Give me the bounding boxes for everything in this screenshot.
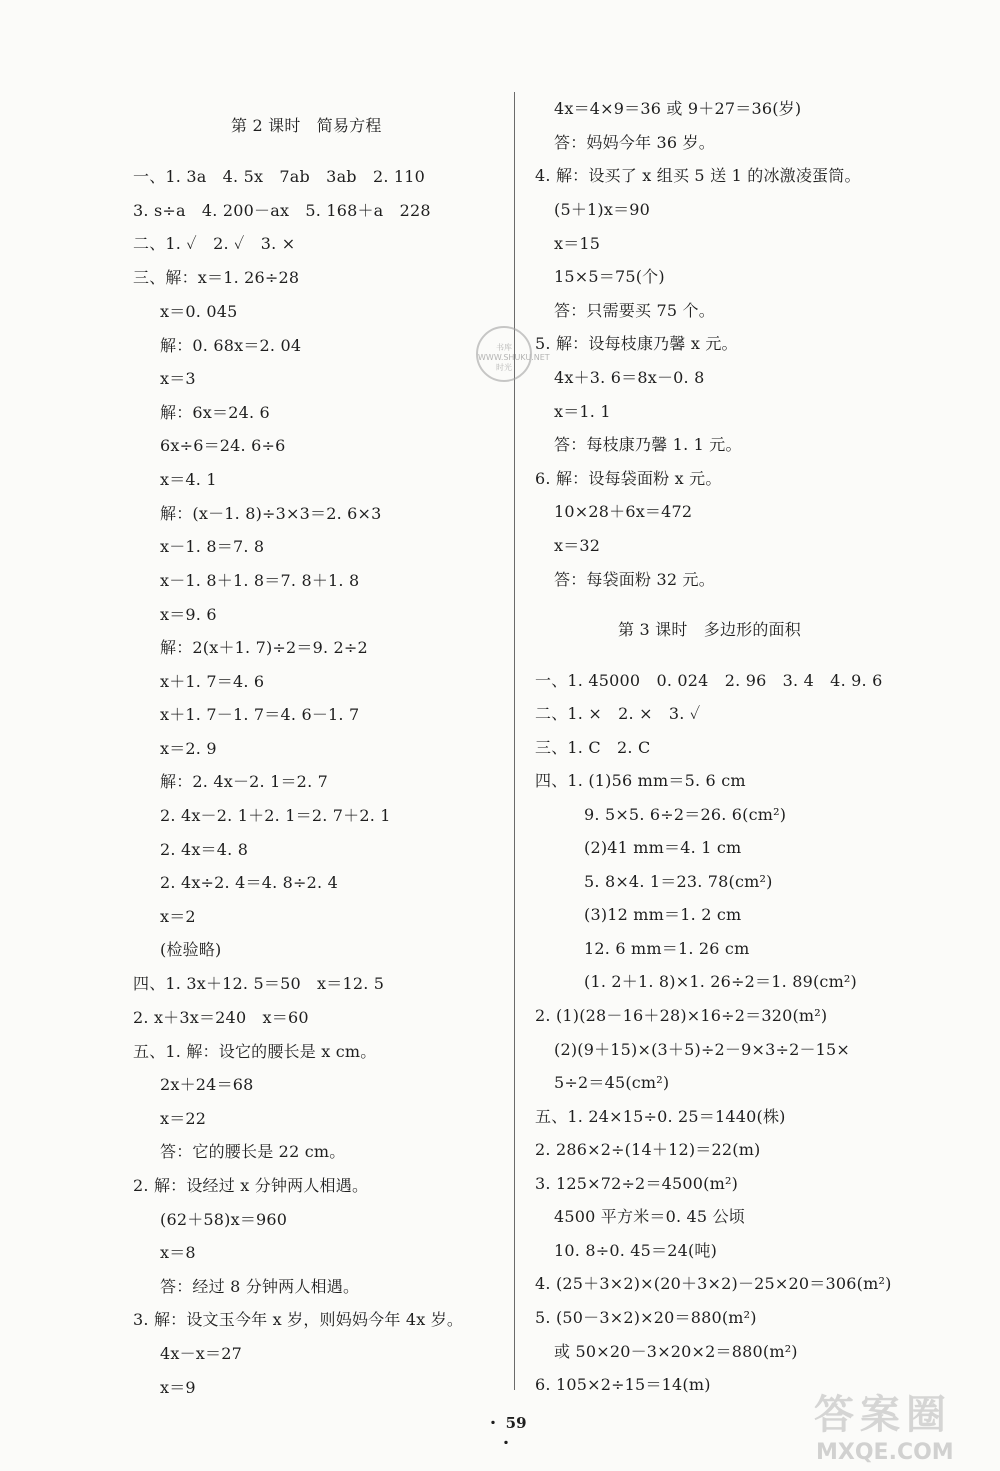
answer-line: x＝32: [554, 536, 601, 555]
answer-line: 解：2(x＋1. 7)÷2＝9. 2÷2: [160, 638, 368, 657]
answer-line: x＝2: [160, 907, 196, 926]
answer-line: 6. 105×2÷15＝14(m): [535, 1375, 711, 1394]
answer-line: 3. 125×72÷2＝4500(m²): [535, 1174, 739, 1193]
answer-line: 4. (25＋3×2)×(20＋3×2)－25×20＝306(m²): [535, 1274, 892, 1293]
answer-line: 10×28＋6x＝472: [554, 502, 693, 521]
answer-line: 解：2. 4x－2. 1＝2. 7: [160, 772, 329, 791]
answer-line: 5. (50－3×2)×20＝880(m²): [535, 1308, 757, 1327]
answer-line: x＝9. 6: [160, 605, 217, 624]
answer-line: 一、1. 45000 0. 024 2. 96 3. 4 4. 9. 6: [535, 671, 883, 690]
answer-line: 2. 286×2÷(14＋12)＝22(m): [535, 1140, 761, 1159]
answer-line: 一、1. 3a 4. 5x 7ab 3ab 2. 110: [133, 167, 426, 186]
answer-line: 2. 4x÷2. 4＝4. 8÷2. 4: [160, 873, 338, 892]
answer-line: 四、1. (1)56 mm＝5. 6 cm: [535, 771, 746, 790]
answer-line: 解：(x－1. 8)÷3×3＝2. 6×3: [160, 504, 382, 523]
stamp-text: 书库 WWW.SHUKU.NET 时光: [478, 343, 550, 372]
answer-line: x＝22: [160, 1109, 207, 1128]
lesson-3-heading: 第 3 课时 多边形的面积: [618, 620, 801, 639]
answer-line: x＝0. 045: [160, 302, 238, 321]
answer-line: (1. 2＋1. 8)×1. 26÷2＝1. 89(cm²): [584, 972, 857, 991]
answer-line: x＋1. 7－1. 7＝4. 6－1. 7: [160, 705, 360, 724]
answer-line: 6. 解：设每袋面粉 x 元。: [535, 469, 722, 488]
answer-line: (62＋58)x＝960: [160, 1210, 288, 1229]
answer-line: 4x＋3. 6＝8x－0. 8: [554, 368, 705, 387]
answer-line: 4500 平方米＝0. 45 公顷: [554, 1207, 746, 1226]
answer-line: (2)41 mm＝4. 1 cm: [584, 838, 742, 857]
answer-line: 四、1. 3x＋12. 5＝50 x＝12. 5: [133, 974, 385, 993]
answer-line: 解：0. 68x＝2. 04: [160, 336, 302, 355]
answer-line: x＋1. 7＝4. 6: [160, 672, 265, 691]
answer-line: 2. x＋3x＝240 x＝60: [133, 1008, 309, 1027]
page-number: ・ 59 ・: [485, 1414, 527, 1452]
answer-line: x＝3: [160, 369, 196, 388]
answer-line: 三、1. C 2. C: [535, 738, 651, 757]
answer-line: 9. 5×5. 6÷2＝26. 6(cm²): [584, 805, 787, 824]
answer-line: x＝9: [160, 1378, 196, 1397]
answer-line: 答：它的腰长是 22 cm。: [160, 1142, 346, 1161]
answer-line: x－1. 8＝7. 8: [160, 537, 265, 556]
answer-line: 三、解：x＝1. 26÷28: [133, 268, 300, 287]
answer-line: 4x－x＝27: [160, 1344, 242, 1363]
answer-line: x－1. 8＋1. 8＝7. 8＋1. 8: [160, 571, 360, 590]
answer-line: (检验略): [160, 940, 222, 959]
answer-line: 4x＝4×9＝36 或 9＋27＝36(岁): [554, 99, 802, 118]
answer-line: (5＋1)x＝90: [554, 200, 651, 219]
answer-line: 5÷2＝45(cm²): [554, 1073, 670, 1092]
answer-line: 2. 4x－2. 1＋2. 1＝2. 7＋2. 1: [160, 806, 391, 825]
answer-line: 答：妈妈今年 36 岁。: [554, 133, 715, 152]
answer-line: x＝8: [160, 1243, 196, 1262]
answer-line: 答：只需要买 75 个。: [554, 301, 715, 320]
answer-line: x＝15: [554, 234, 601, 253]
answer-line: 或 50×20－3×20×2＝880(m²): [554, 1342, 798, 1361]
answer-line: 解：6x＝24. 6: [160, 403, 270, 422]
answer-line: 5. 8×4. 1＝23. 78(cm²): [584, 872, 773, 891]
answer-line: 2. (1)(28－16＋28)×16÷2＝320(m²): [535, 1006, 828, 1025]
answer-line: (3)12 mm＝1. 2 cm: [584, 905, 742, 924]
watermark-logo: [808, 1392, 998, 1468]
answer-line: 二、1. ✓ 2. ✓ 3. ×: [133, 234, 296, 253]
answer-line: 五、1. 24×15÷0. 25＝1440(株): [535, 1107, 786, 1126]
answer-line: (2)(9＋15)×(3＋5)÷2－9×3÷2－15×: [554, 1040, 851, 1059]
answer-line: 6x÷6＝24. 6÷6: [160, 436, 286, 455]
answer-line: 15×5＝75(个): [554, 267, 665, 286]
answer-line: x＝2. 9: [160, 739, 217, 758]
answer-line: 5. 解：设每枝康乃馨 x 元。: [535, 334, 738, 353]
answer-line: 答：每袋面粉 32 元。: [554, 570, 715, 589]
answer-line: 3. s÷a 4. 200－ax 5. 168＋a 228: [133, 201, 431, 220]
lesson-2-heading: 第 2 课时 简易方程: [231, 116, 382, 135]
answer-line: 答：经过 8 分钟两人相遇。: [160, 1277, 360, 1296]
faint-bleed-through: [146, 1128, 194, 1156]
answer-line: x＝1. 1: [554, 402, 611, 421]
column-divider: [514, 92, 515, 1390]
answer-line: 2. 4x＝4. 8: [160, 840, 249, 859]
library-stamp: [476, 326, 550, 382]
answer-line: 12. 6 mm＝1. 26 cm: [584, 939, 750, 958]
watermark-brand: 答案圈: [814, 1392, 952, 1438]
answer-line: 答：每枝康乃馨 1. 1 元。: [554, 435, 742, 454]
answer-line: 4. 解：设买了 x 组买 5 送 1 的冰激凌蛋筒。: [535, 166, 861, 185]
answer-line: 3. 解：设文玉今年 x 岁，则妈妈今年 4x 岁。: [133, 1310, 464, 1329]
watermark-site: MXQE.COM: [816, 1440, 954, 1465]
answer-line: 2. 解：设经过 x 分钟两人相遇。: [133, 1176, 369, 1195]
answer-line: 2x＋24＝68: [160, 1075, 254, 1094]
answer-line: 二、1. × 2. × 3. ✓: [535, 704, 701, 723]
answer-line: 五、1. 解：设它的腰长是 x cm。: [133, 1042, 377, 1061]
answer-line: x＝4. 1: [160, 470, 217, 489]
answer-line: 10. 8÷0. 45＝24(吨): [554, 1241, 718, 1260]
